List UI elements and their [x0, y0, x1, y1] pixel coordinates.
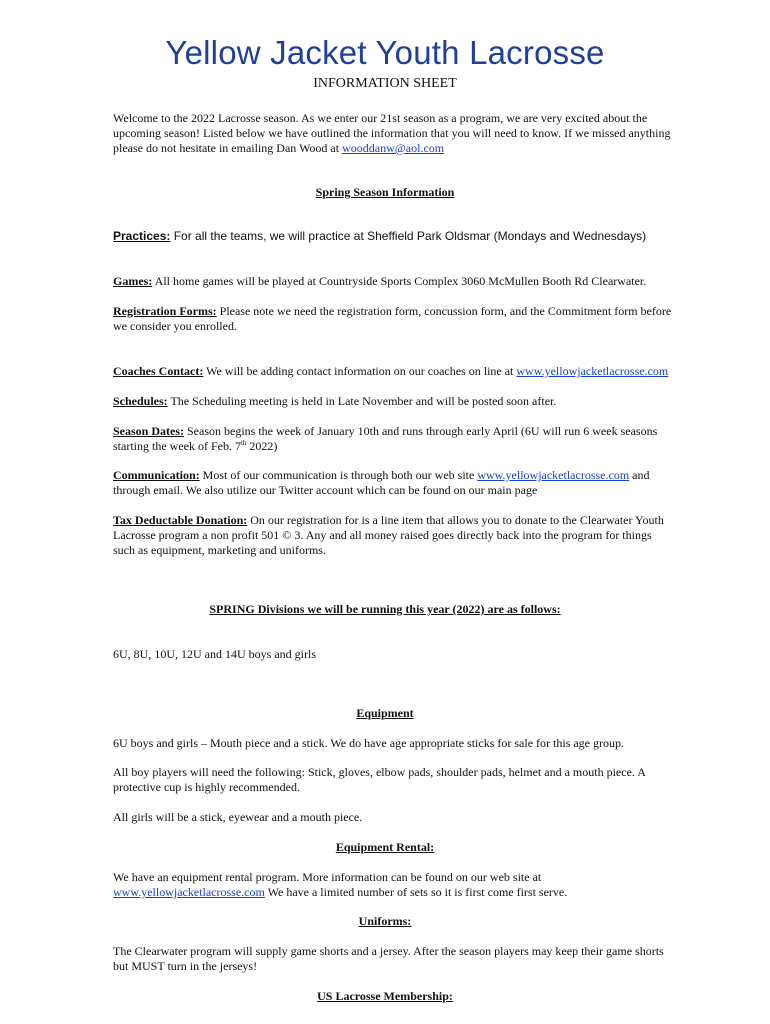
games-paragraph [113, 274, 713, 289]
communication-website-link[interactable]: www.yellowjacketlacrosse.com [477, 468, 630, 482]
season-dates-text-3: 2022) [246, 439, 278, 453]
donation-text-1: On our registration for is a line item that allows you to donate to the Clearwater Youth [247, 513, 664, 527]
page-title: Yellow Jacket Youth Lacrosse [165, 34, 605, 71]
equipment-paragraph-2 [113, 765, 713, 795]
uniforms-text-2: but MUST turn in the jerseys! [113, 959, 258, 973]
equipment-text-1: 6U boys and girls – Mouth piece and a stick. We do have age appropriate sticks for sale for this age group. [113, 736, 625, 750]
practices-paragraph [113, 229, 713, 244]
equipment-text-2a: All boy players will need the following: Stick, gloves, elbow pads, shoulder pads, helmet and a mouth piece. A [113, 765, 646, 779]
communication-text-2: through email. We also utilize our Twitter account which can be found on our main page [113, 483, 538, 497]
season-dates-text-1: Season begins the week of January 10th and runs through early April (6U will run 6 week seasons [184, 424, 658, 438]
rental-text-1: We have an equipment rental program. More information can be found on our web site at [113, 870, 542, 884]
coaches-text: We will be adding contact information on our coaches on line at [203, 364, 517, 378]
uniforms-heading: Uniforms: [358, 914, 412, 928]
intro-line-1: Welcome to the 2022 Lacrosse season. As we enter our 21st season as a program, we are very excited about the [113, 111, 648, 125]
donation-text-3: such as equipment, marketing and uniforms. [113, 543, 326, 557]
communication-label: Communication: [113, 468, 200, 482]
equipment-heading: Equipment [356, 706, 414, 720]
rental-website-link[interactable]: www.yellowjacketlacrosse.com [113, 885, 265, 899]
page-subtitle: INFORMATION SHEET [313, 76, 457, 91]
coaches-website-link[interactable]: www.yellowjacketlacrosse.com [516, 364, 669, 378]
divisions-text: 6U, 8U, 10U, 12U and 14U boys and girls [113, 647, 316, 661]
rental-paragraph [113, 870, 713, 900]
donation-text-2: Lacrosse program a non profit 501 © 3. Any and all money raised goes directly back into the program for things [113, 528, 652, 542]
uniforms-text-1: The Clearwater program will supply game shorts and a jersey. After the season players may keep their game shorts [113, 944, 664, 958]
coaches-label: Coaches Contact: [113, 364, 204, 378]
registration-text-2: we consider you enrolled. [113, 319, 237, 333]
communication-text-after: and [629, 468, 650, 482]
donation-paragraph [113, 513, 713, 558]
season-dates-sup: th [240, 439, 247, 447]
membership-heading: US Lacrosse Membership: [317, 989, 453, 1003]
rental-text-2: We have a limited number of sets so it is first come first serve. [264, 885, 568, 899]
season-dates-text-2: starting the week of Feb. 7 [113, 439, 241, 453]
practices-text: For all the teams, we will practice at Sheffield Park Oldsmar (Mondays and Wednesdays) [170, 229, 647, 243]
registration-label: Registration Forms: [113, 304, 217, 318]
uniforms-paragraph [113, 944, 713, 974]
practices-label: Practices: [113, 229, 171, 243]
games-label: Games: [113, 274, 153, 288]
divisions-heading: SPRING Divisions we will be running this year (2022) are as follows: [209, 602, 561, 616]
rental-heading: Equipment Rental: [335, 840, 435, 854]
equipment-text-2b: protective cup is highly recommended. [113, 780, 300, 794]
season-dates-label: Season Dates: [113, 424, 184, 438]
registration-text-1: Please note we need the registration form, concussion form, and the Commitment form before [216, 304, 672, 318]
intro-paragraph [113, 111, 713, 156]
communication-paragraph [113, 468, 713, 498]
season-dates-paragraph [113, 424, 713, 454]
intro-line-3 [113, 141, 713, 156]
communication-text-1: Most of our communication is through both our web site [199, 468, 478, 482]
intro-line-2: upcoming season! Listed below we have outlined the information that you will need to know. If we missed anything [113, 126, 671, 140]
spring-season-heading: Spring Season Information [315, 185, 455, 199]
games-text: All home games will be played at Countryside Sports Complex 3060 McMullen Booth Rd Clearwater. [152, 274, 647, 288]
intro-line-3-text: please do not hesitate in emailing Dan Wood at [113, 141, 343, 155]
schedules-text: The Scheduling meeting is held in Late November and will be posted soon after. [167, 394, 557, 408]
equipment-text-3: All girls will be a stick, eyewear and a mouth piece. [113, 810, 363, 824]
schedules-label: Schedules: [113, 394, 168, 408]
email-link[interactable]: wooddanw@aol.com [342, 141, 445, 155]
schedules-paragraph [113, 394, 713, 409]
coaches-paragraph [113, 364, 713, 379]
donation-label: Tax Deductable Donation: [113, 513, 248, 527]
registration-paragraph [113, 304, 713, 334]
